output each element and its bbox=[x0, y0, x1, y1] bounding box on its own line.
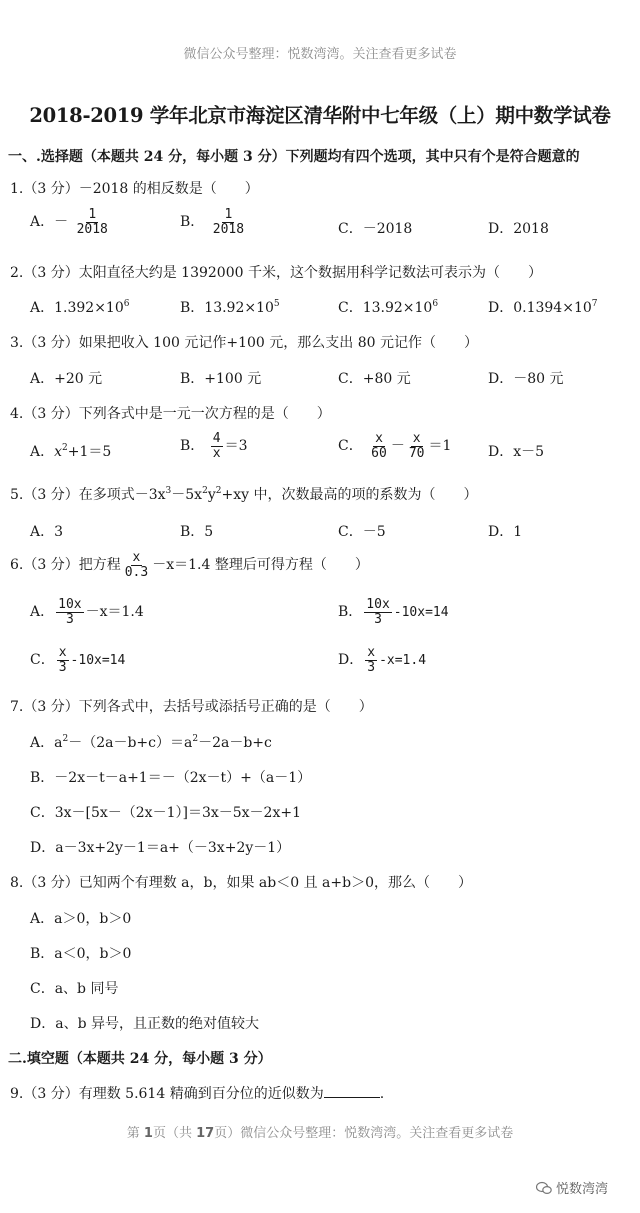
question-3-option-d: D．－80 元 bbox=[488, 371, 564, 387]
question-8-stem: 8.（3 分）已知两个有理数 a，b，如果 ab＜0 且 a+b＞0，那么（ ） bbox=[10, 875, 472, 891]
question-5-option-d: D．1 bbox=[488, 524, 523, 540]
question-6-option-b: B． $\frac{10x}{3}$ -10x=14 bbox=[338, 597, 449, 627]
question-1-option-c: C．－2018 bbox=[338, 221, 413, 237]
page-total: 17 bbox=[196, 1126, 215, 1141]
header-note: 微信公众号整理：悦数湾湾。关注查看更多试卷 bbox=[183, 47, 457, 62]
question-7-stem: 7.（3 分）下列各式中，去括号或添括号正确的是（ ） bbox=[10, 699, 373, 715]
question-9-stem: 9.（3 分）有理数 5.614 精确到百分位的近似数为 . bbox=[10, 1086, 385, 1102]
question-1-option-d: D．2018 bbox=[488, 221, 549, 237]
page-number: 1 bbox=[143, 1126, 153, 1141]
question-8-option-b: B．a＜0，b＞0 bbox=[30, 946, 132, 962]
section-heading-fill: 二.填空题（本题共 24 分，每小题 3 分） bbox=[8, 1051, 272, 1067]
question-3-option-b: B．+100 元 bbox=[180, 371, 262, 387]
question-2-option-b: B．$13.92\times 10^5$ bbox=[180, 299, 280, 316]
question-3-option-a: A．+20 元 bbox=[30, 371, 103, 387]
question-6-option-c: C． $\frac{x}{3}$ -10x=14 bbox=[30, 645, 126, 675]
question-1-option-b: B． $\frac{1}{2018}$ bbox=[180, 207, 245, 237]
question-3-option-c: C．+80 元 bbox=[338, 371, 411, 387]
question-5-option-c: C．－5 bbox=[338, 524, 386, 540]
question-4-stem: 4.（3 分）下列各式中是一元一次方程的是（ ） bbox=[10, 406, 331, 422]
question-2-option-a: A．$1.392\times 10^6$ bbox=[30, 299, 130, 316]
answer-blank bbox=[324, 1085, 380, 1098]
wechat-icon bbox=[536, 1181, 552, 1195]
page-footer: 第 1页（共 17页）微信公众号整理：悦数湾湾。关注查看更多试卷 bbox=[126, 1126, 514, 1141]
question-8-option-a: A．a＞0，b＞0 bbox=[30, 911, 132, 927]
question-2-stem: 2.（3 分）太阳直径大约是 1392000 千米，这个数据用科学记数法可表示为（ ） bbox=[10, 265, 542, 281]
question-6-option-d: D． $\frac{x}{3}$ -x=1.4 bbox=[338, 645, 427, 675]
question-3-stem: 3.（3 分）如果把收入 100 元记作+100 元，那么支出 80 元记作（ ） bbox=[10, 335, 478, 351]
question-5-option-b: B．5 bbox=[180, 524, 214, 540]
question-8-option-c: C．a、b 同号 bbox=[30, 981, 119, 997]
question-6-stem: 6.（3 分）把方程 $\frac{x}{0.3}$ －x＝1.4 整理后可得方程（ ） bbox=[10, 550, 369, 580]
section-heading-choice: 一、.选择题（本题共 24 分，每小题 3 分）下列题均有四个选项，其中只有个是符合题意的 bbox=[8, 149, 580, 165]
question-7-option-c: C．3x－[5x－（2x－1）]＝3x－5x－2x+1 bbox=[30, 805, 301, 821]
question-5-option-a: A．3 bbox=[30, 524, 64, 540]
question-7-option-d: D．a－3x+2y－1＝a+（－3x+2y－1） bbox=[30, 840, 291, 856]
page-title: 2018-2019 学年北京市海淀区清华附中七年级（上）期中数学试卷 bbox=[29, 104, 611, 127]
question-4-option-c: C． $\frac{x}{60}$ － $\frac{x}{70}$ ＝1 bbox=[338, 431, 452, 461]
question-6-option-a: A． $\frac{10x}{3}$ －x＝1.4 bbox=[30, 597, 144, 627]
brand-watermark: 悦数湾湾 bbox=[536, 1178, 608, 1197]
question-8-option-d: D．a、b 异号，且正数的绝对值较大 bbox=[30, 1016, 259, 1032]
question-5-stem: 5.（3 分）在多项式$-3x^3-5x^2y^2+xy$ 中，次数最高的项的系数为（ ） bbox=[10, 486, 478, 503]
question-2-option-d: D．$0.1394\times 10^7$ bbox=[488, 299, 598, 316]
question-4-option-d: D．x－5 bbox=[488, 444, 545, 460]
question-7-option-a: A．$a^2-(2a-b+c)=a^2-2a-b+c$ bbox=[30, 734, 272, 751]
question-1-stem: 1.（3 分）－2018 的相反数是（ ） bbox=[10, 181, 259, 197]
question-1-option-a: A．－ $\frac{1}{2018}$ bbox=[30, 207, 108, 237]
question-7-option-b: B．－2x－t－a+1＝－（2x－t）+（a－1） bbox=[30, 770, 312, 786]
question-4-option-b: B． $\frac{4}{x}$ ＝3 bbox=[180, 431, 248, 461]
question-4-option-a: A．$x^2+1=5$ bbox=[30, 443, 112, 460]
question-2-option-c: C．$13.92\times 10^6$ bbox=[338, 299, 439, 316]
